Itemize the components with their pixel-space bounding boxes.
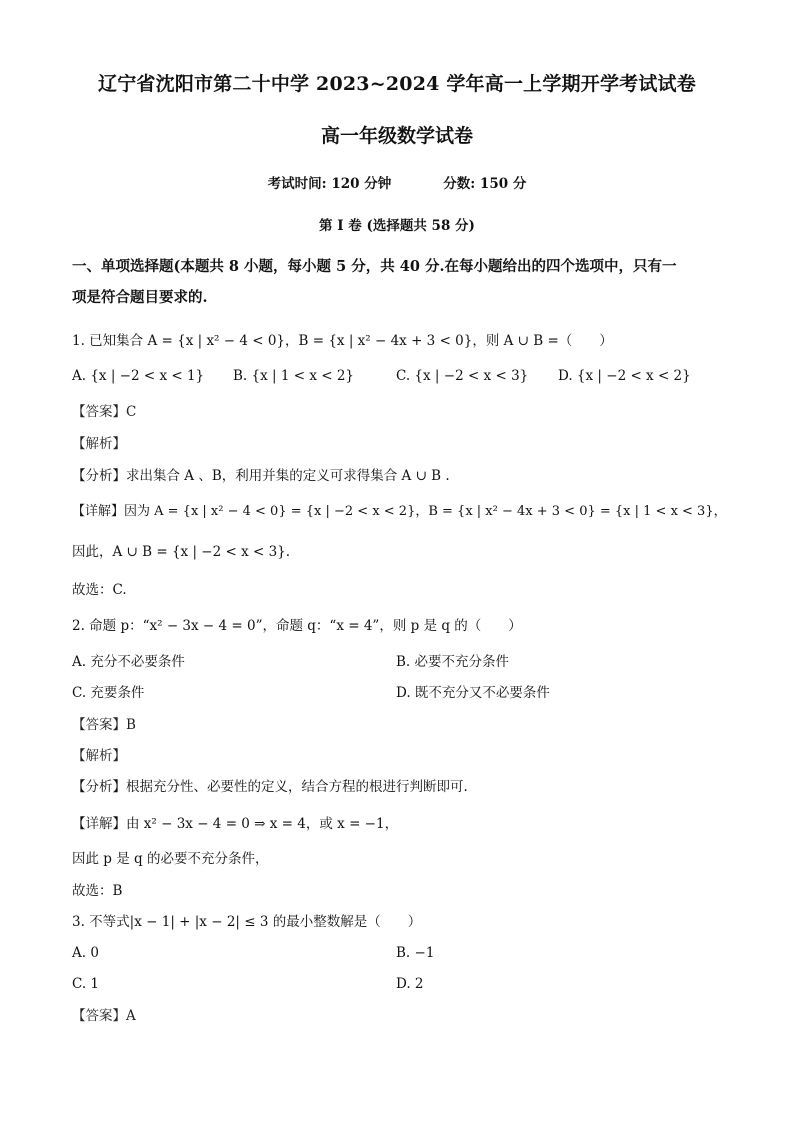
- exam-title: 辽宁省沈阳市第二十中学 2023~2024 学年高一上学期开学考试试卷: [98, 73, 696, 95]
- question-1-option-c: C. {x | −2 < x < 3}: [396, 368, 529, 384]
- question-1-conclusion: 因此，A ∪ B = {x | −2 < x < 3}.: [72, 544, 291, 560]
- section-heading-line2: 项是符合题目要求的.: [72, 289, 208, 306]
- exam-meta: [0, 175, 794, 193]
- question-3-option-a: A. 0: [72, 945, 99, 961]
- question-1-detail: 【详解】因为 A = {x | x² − 4 < 0} = {x | −2 < x < 2}，B = {x | x² − 4x + 3 < 0} = {x | 1 < x < 3}，: [72, 504, 727, 519]
- question-1-option-d: D. {x | −2 < x < 2}: [558, 368, 691, 384]
- question-2-detail: 【详解】由 x² − 3x − 4 = 0 ⇒ x = 4，或 x = −1，: [72, 816, 399, 832]
- question-1-option-b: B. {x | 1 < x < 2}: [233, 368, 355, 384]
- question-2-choice: 故选：B: [72, 883, 123, 899]
- question-2-analysis: 【分析】根据充分性、必要性的定义，结合方程的根进行判断即可.: [72, 779, 468, 795]
- question-2-answer: 【答案】B: [72, 717, 136, 733]
- question-3-option-c: C. 1: [72, 976, 100, 992]
- question-2-option-c: C. 充要条件: [72, 685, 145, 701]
- question-3-option-b: B. −1: [396, 945, 435, 961]
- section-heading-line1: 一、单项选择题(本题共 8 小题，每小题 5 分，共 40 分.在每小题给出的四个选项中，只有一: [72, 258, 677, 275]
- exam-score: 分数: 150 分: [443, 176, 527, 192]
- question-3-stem: 3. 不等式|x − 1| + |x − 2| ≤ 3 的最小整数解是（ ）: [72, 914, 422, 930]
- question-1-choice: 故选：C.: [72, 582, 127, 598]
- question-2-jiexi-label: 【解析】: [72, 748, 126, 764]
- question-2-option-d: D. 既不充分又不必要条件: [396, 685, 550, 701]
- exam-subtitle: 高一年级数学试卷: [320, 125, 473, 147]
- part-heading: 第 I 卷 (选择题共 58 分): [319, 218, 475, 234]
- question-1-analysis: 【分析】求出集合 A 、B，利用并集的定义可求得集合 A ∪ B .: [72, 468, 450, 484]
- question-1-stem: 1. 已知集合 A = {x | x² − 4 < 0}，B = {x | x² − 4x + 3 < 0}，则 A ∪ B =（ ）: [72, 333, 613, 349]
- question-3-answer: 【答案】A: [72, 1008, 136, 1024]
- question-2-option-a: A. 充分不必要条件: [72, 654, 185, 670]
- question-3-option-d: D. 2: [396, 976, 424, 992]
- exam-time: 考试时间: 120 分钟: [267, 176, 392, 192]
- question-2-option-b: B. 必要不充分条件: [396, 654, 510, 670]
- question-1-jiexi-label: 【解析】: [72, 436, 126, 452]
- question-2-conclusion: 因此 p 是 q 的必要不充分条件，: [72, 851, 269, 867]
- question-1-option-a: A. {x | −2 < x < 1}: [72, 368, 205, 384]
- question-2-stem: 2. 命题 p：“x² − 3x − 4 = 0”，命题 q：“x = 4”，则 p 是 q 的（ ）: [72, 618, 522, 634]
- question-1-answer: 【答案】C: [72, 404, 137, 420]
